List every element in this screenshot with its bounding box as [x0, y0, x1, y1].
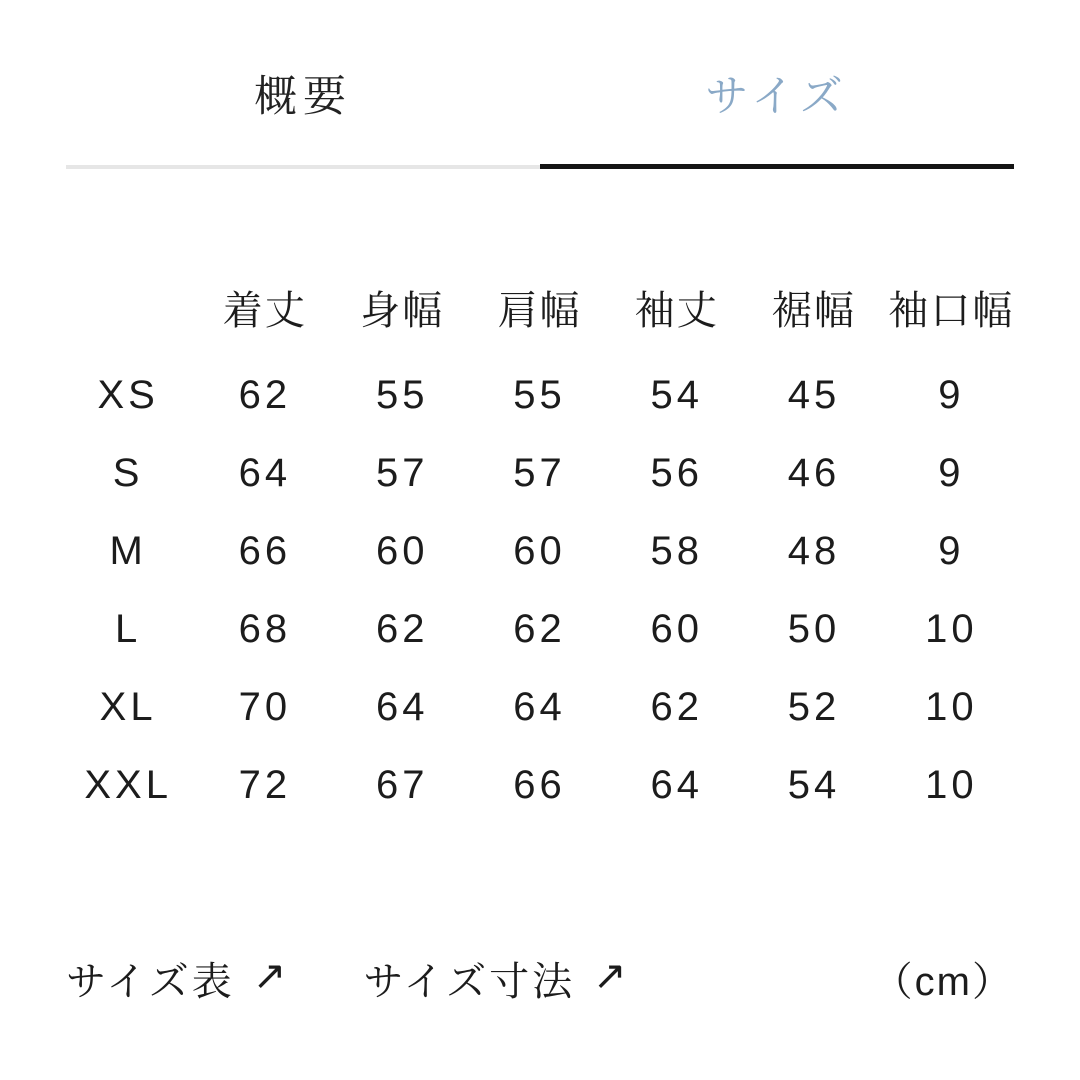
cell-s-chest-width: 57: [375, 450, 429, 495]
cell-xxl-body-length: 72: [238, 762, 292, 807]
row-label-xl: XL: [99, 684, 157, 729]
table-header-row: [60, 258, 1020, 356]
cell-s-shoulder-width: 57: [513, 450, 566, 495]
cell-m-sleeve-length: 58: [650, 528, 704, 573]
size-table-head: [60, 258, 1020, 356]
table-row: [60, 512, 1020, 590]
cell-xs-hem-width: 45: [787, 372, 841, 417]
tab-overview[interactable]: 概要: [66, 72, 540, 169]
tab-bar: [66, 72, 1014, 169]
table-row: [60, 356, 1020, 434]
cell-xxl-sleeve-length: 64: [650, 762, 704, 807]
cell-s-cuff-width: 9: [938, 450, 965, 495]
cell-l-cuff-width: 10: [925, 606, 978, 651]
header-cuff-width: 袖口幅: [888, 288, 1015, 333]
cell-l-hem-width: 50: [787, 606, 841, 651]
size-chart-link-label: サイズ表: [66, 959, 235, 1004]
header-corner: [60, 258, 196, 356]
size-measurement-link-label: サイズ寸法: [363, 959, 576, 1004]
row-label-xxl: XXL: [84, 762, 172, 807]
cell-xl-sleeve-length: 62: [650, 684, 704, 729]
cell-l-chest-width: 62: [375, 606, 429, 651]
row-label-m: M: [109, 528, 147, 573]
cell-m-shoulder-width: 60: [513, 528, 566, 573]
cell-m-body-length: 66: [238, 528, 292, 573]
size-chart-link[interactable]: [66, 950, 289, 1007]
cell-l-sleeve-length: 60: [650, 606, 704, 651]
cell-xs-cuff-width: 9: [938, 372, 965, 417]
header-hem-width: 裾幅: [772, 288, 857, 333]
arrow-up-right-icon: ↗: [593, 954, 630, 998]
unit-label: （cm）: [872, 959, 1014, 1004]
cell-xxl-chest-width: 67: [375, 762, 429, 807]
cell-xs-body-length: 62: [238, 372, 292, 417]
cell-xs-sleeve-length: 54: [650, 372, 704, 417]
cell-xs-shoulder-width: 55: [513, 372, 566, 417]
cell-s-hem-width: 46: [787, 450, 841, 495]
header-sleeve-length: 袖丈: [634, 288, 719, 333]
row-label-xs: XS: [97, 372, 159, 417]
cell-m-chest-width: 60: [375, 528, 429, 573]
tab-size[interactable]: サイズ: [540, 72, 1014, 169]
cell-xl-cuff-width: 10: [925, 684, 978, 729]
cell-l-shoulder-width: 62: [513, 606, 566, 651]
table-row: [60, 434, 1020, 512]
table-row: [60, 746, 1020, 824]
cell-xl-chest-width: 64: [375, 684, 429, 729]
cell-s-sleeve-length: 56: [650, 450, 704, 495]
cell-s-body-length: 64: [238, 450, 292, 495]
cell-xxl-shoulder-width: 66: [513, 762, 566, 807]
header-body-length: 着丈: [222, 288, 307, 333]
cell-l-body-length: 68: [238, 606, 292, 651]
cell-xs-chest-width: 55: [375, 372, 429, 417]
cell-xl-shoulder-width: 64: [513, 684, 566, 729]
size-measurement-link[interactable]: [363, 950, 629, 1007]
footer-links: [66, 938, 1014, 1018]
cell-xl-body-length: 70: [238, 684, 292, 729]
cell-m-hem-width: 48: [787, 528, 841, 573]
size-table-body: [60, 356, 1020, 824]
arrow-up-right-icon: ↗: [252, 954, 290, 998]
row-label-l: L: [115, 606, 142, 651]
table-row: [60, 590, 1020, 668]
cell-xxl-cuff-width: 10: [925, 762, 978, 807]
header-chest-width: 身幅: [360, 288, 445, 333]
table-row: [60, 668, 1020, 746]
size-table: [60, 258, 1020, 824]
cell-xl-hem-width: 52: [787, 684, 841, 729]
row-label-s: S: [112, 450, 144, 495]
cell-xxl-hem-width: 54: [787, 762, 841, 807]
header-shoulder-width: 肩幅: [497, 288, 582, 333]
cell-m-cuff-width: 9: [938, 528, 965, 573]
